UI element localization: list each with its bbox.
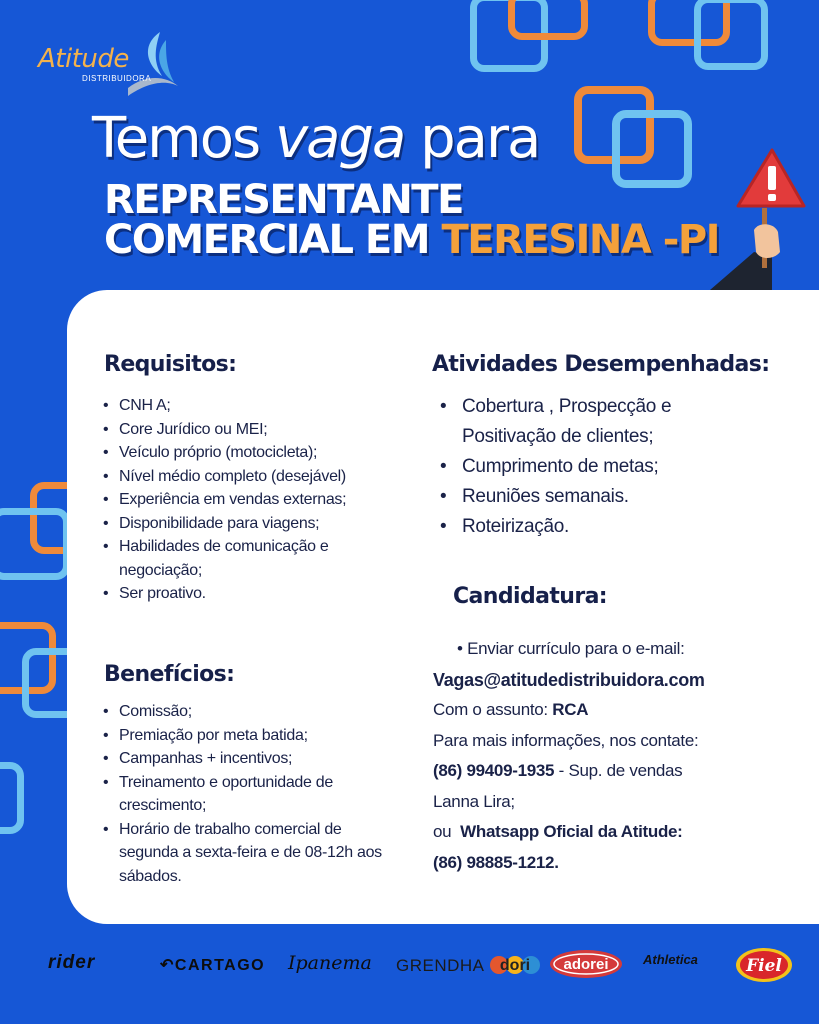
job-title-prefix: COMERCIAL EM <box>104 217 430 263</box>
alert-sign-icon <box>700 148 819 290</box>
requisitos-list <box>103 394 403 606</box>
list-item-continuation: Positivação de clientes; <box>462 426 654 447</box>
list-item-continuation: negociação; <box>119 561 202 579</box>
list-item: • Core Jurídico ou MEI; <box>103 418 403 442</box>
candidatura-bullet: • Enviar currículo para o e-mail: <box>457 639 685 658</box>
list-item: • Cobertura , Prospecção e <box>440 392 740 422</box>
list-item: • Experiência em vendas externas; <box>103 488 403 512</box>
list-item: • Cumprimento de metas; <box>440 452 740 482</box>
list-item-continuation: crescimento; <box>119 797 207 814</box>
decor-square <box>0 508 70 580</box>
job-title-line1: REPRESENTANTE <box>104 177 463 223</box>
phone2-line <box>433 848 773 879</box>
job-title-location: TERESINA -PI <box>441 217 720 263</box>
list-item: • Veículo próprio (motocicleta); <box>103 441 403 465</box>
job-title-line2 <box>104 217 720 263</box>
brand-fiel <box>734 946 794 989</box>
logo-tagline: DISTRIBUIDORA <box>82 74 152 83</box>
dori-logo-icon <box>485 947 545 983</box>
brand-cartago: ↶CARTAGO <box>160 957 266 974</box>
contact-name: Lanna Lira; <box>433 791 515 811</box>
phone1-line <box>433 756 773 787</box>
brand-ipanema: Ipanema <box>288 952 372 974</box>
list-item: • Horário de trabalho comercial de <box>103 818 413 842</box>
headline <box>92 106 539 171</box>
subject-value: RCA <box>552 700 589 719</box>
fiel-text: Fiel <box>746 956 782 976</box>
headline-part1: Temos <box>92 106 260 171</box>
list-item: • Ser proativo. <box>103 582 403 606</box>
brand-cartago-text: CARTAGO <box>174 957 266 974</box>
list-item-continuation: segunda a sexta-feira e de 08-12h aos <box>119 844 382 861</box>
adorei-logo-icon <box>546 946 626 984</box>
whatsapp-label: Whatsapp Oficial da Atitude: <box>460 822 683 841</box>
list-item: • Treinamento e oportunidade de <box>103 771 413 795</box>
list-item: • Premiação por meta batida; <box>103 724 413 748</box>
list-item: • Campanhas + incentivos; <box>103 747 413 771</box>
beneficios-list <box>103 700 413 888</box>
info-line: Para mais informações, nos contate: <box>433 730 699 750</box>
headline-part2: para <box>420 106 540 171</box>
or-label: ou <box>433 822 452 841</box>
dori-text: dori <box>499 957 531 974</box>
decor-square <box>694 0 768 70</box>
logo-name: Atitude <box>38 44 129 74</box>
decor-square <box>508 0 588 40</box>
brand-adorei <box>546 946 626 989</box>
atividades-list <box>440 392 740 542</box>
adorei-text: adorei <box>563 956 609 973</box>
list-item-continuation: sábados. <box>119 867 182 885</box>
list-item: • Roteirização. <box>440 512 740 542</box>
list-item: • Nível médio completo (desejável) <box>103 465 403 489</box>
email-link[interactable]: Vagas@atitudedistribuidora.com <box>433 669 705 690</box>
logo-swoosh-icon <box>122 30 182 100</box>
atitude-logo <box>34 30 184 105</box>
brand-rider: rider <box>48 952 96 973</box>
candidatura-heading: Candidatura: <box>453 584 608 609</box>
candidatura-bullet-text: Enviar currículo para o e-mail: <box>467 639 685 658</box>
whatsapp-line <box>433 817 773 848</box>
atividades-heading: Atividades Desempenhadas: <box>432 352 770 377</box>
candidatura-section <box>433 634 773 878</box>
phone1-suffix: - Sup. de vendas <box>558 761 683 780</box>
phone1-link[interactable]: (86) 99409-1935 <box>433 761 555 780</box>
brand-dori <box>485 947 545 988</box>
requisitos-heading: Requisitos: <box>104 352 237 377</box>
subject-line <box>433 695 773 726</box>
brand-athletica: Athletica <box>643 952 698 967</box>
decor-square <box>612 110 692 188</box>
subject-label: Com o assunto: <box>433 700 548 719</box>
list-item: • CNH A; <box>103 394 403 418</box>
brand-grendha: GRENDHA <box>396 956 485 975</box>
beneficios-heading: Benefícios: <box>104 662 235 687</box>
phone2-link[interactable]: (86) 98885-1212. <box>433 852 559 872</box>
list-item: • Reuniões semanais. <box>440 482 740 512</box>
list-item: • Habilidades de comunicação e <box>103 535 403 559</box>
headline-italic: vaga <box>274 106 405 171</box>
brand-strip <box>40 944 800 986</box>
list-item: • Comissão; <box>103 700 413 724</box>
list-item: • Disponibilidade para viagens; <box>103 512 403 536</box>
fiel-logo-icon <box>734 946 794 984</box>
decor-square <box>0 762 24 834</box>
